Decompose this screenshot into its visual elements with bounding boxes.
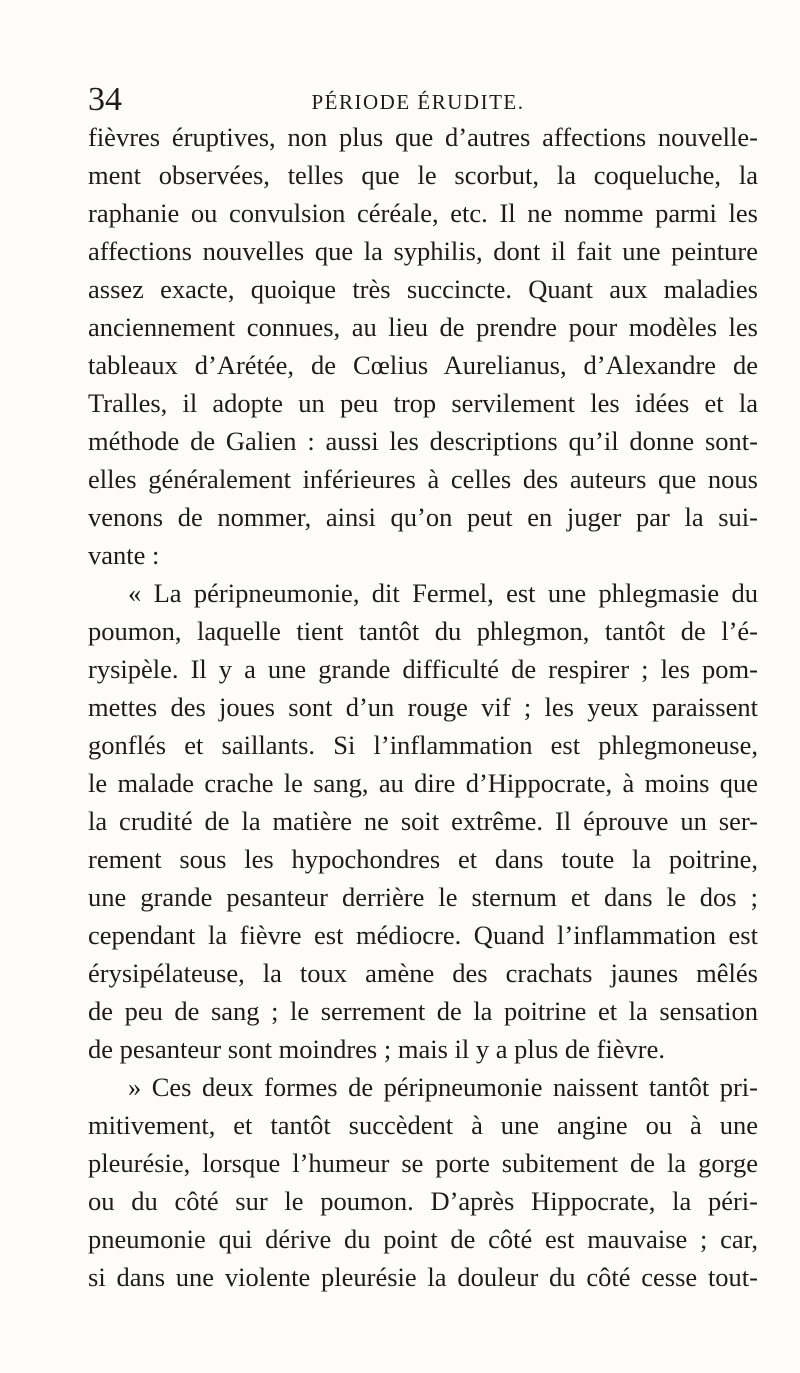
text-line: venons de nommer, ainsi qu’on peut en juger par la sui- — [88, 502, 758, 532]
text-line: de pesanteur sont moindres ; mais il y a plus de fièvre. — [88, 1034, 665, 1064]
running-title: PÉRIODE ÉRUDITE. — [311, 90, 525, 114]
text-line: mettes des joues sont d’un rouge vif ; les yeux paraissent — [88, 692, 758, 722]
text-line: si dans une violente pleurésie la douleur du côté cesse tout- — [88, 1262, 758, 1292]
text-line: assez exacte, quoique très succincte. Quant aux maladies — [88, 274, 758, 304]
text-line: cependant la fièvre est médiocre. Quand l’inflammation est — [88, 920, 758, 950]
text-line: tableaux d’Arétée, de Cœlius Aurelianus, d’Alexandre de — [88, 350, 758, 380]
text-line: fièvres éruptives, non plus que d’autres affections nouvelle- — [88, 122, 758, 152]
text-line: de peu de sang ; le serrement de la poitrine et la sensation — [88, 996, 758, 1026]
text-line: affections nouvelles que la syphilis, dont il fait une peinture — [88, 236, 758, 266]
text-line: « La péripneumonie, dit Fermel, est une phlegmasie du — [128, 578, 758, 608]
text-line: rysipèle. Il y a une grande difficulté de respirer ; les pom- — [88, 654, 758, 684]
running-head — [88, 80, 748, 120]
text-line: rement sous les hypochondres et dans toute la poitrine, — [88, 844, 758, 874]
text-line: raphanie ou convulsion céréale, etc. Il ne nomme parmi les — [88, 198, 758, 228]
text-line: la crudité de la matière ne soit extrême. Il éprouve un ser- — [88, 806, 758, 836]
text-line: mitivement, et tantôt succèdent à une angine ou à une — [88, 1110, 758, 1140]
text-line: une grande pesanteur derrière le sternum et dans le dos ; — [88, 882, 758, 912]
text-line: anciennement connues, au lieu de prendre pour modèles les — [88, 312, 758, 342]
text-line: elles généralement inférieures à celles des auteurs que nous — [88, 464, 758, 494]
text-line: gonflés et saillants. Si l’inflammation est phlegmoneuse, — [88, 730, 758, 760]
text-line: ou du côté sur le poumon. D’après Hippocrate, la péri- — [88, 1186, 758, 1216]
text-line: méthode de Galien : aussi les descriptions qu’il donne sont- — [88, 426, 758, 456]
text-line: poumon, laquelle tient tantôt du phlegmon, tantôt de l’é- — [88, 616, 758, 646]
text-line: vante : — [88, 540, 160, 570]
text-line: érysipélateuse, la toux amène des crachats jaunes mêlés — [88, 958, 758, 988]
text-line: » Ces deux formes de péripneumonie naissent tantôt pri- — [128, 1072, 758, 1102]
text-line: le malade crache le sang, au dire d’Hippocrate, à moins que — [88, 768, 758, 798]
body-text — [88, 118, 758, 1296]
text-line: ment observées, telles que le scorbut, la coqueluche, la — [88, 160, 758, 190]
text-line: Tralles, il adopte un peu trop servilement les idées et la — [88, 388, 758, 418]
text-line: pneumonie qui dérive du point de côté est mauvaise ; car, — [88, 1224, 758, 1254]
page-number: 34 — [88, 81, 122, 118]
text-line: pleurésie, lorsque l’humeur se porte subitement de la gorge — [88, 1148, 758, 1178]
